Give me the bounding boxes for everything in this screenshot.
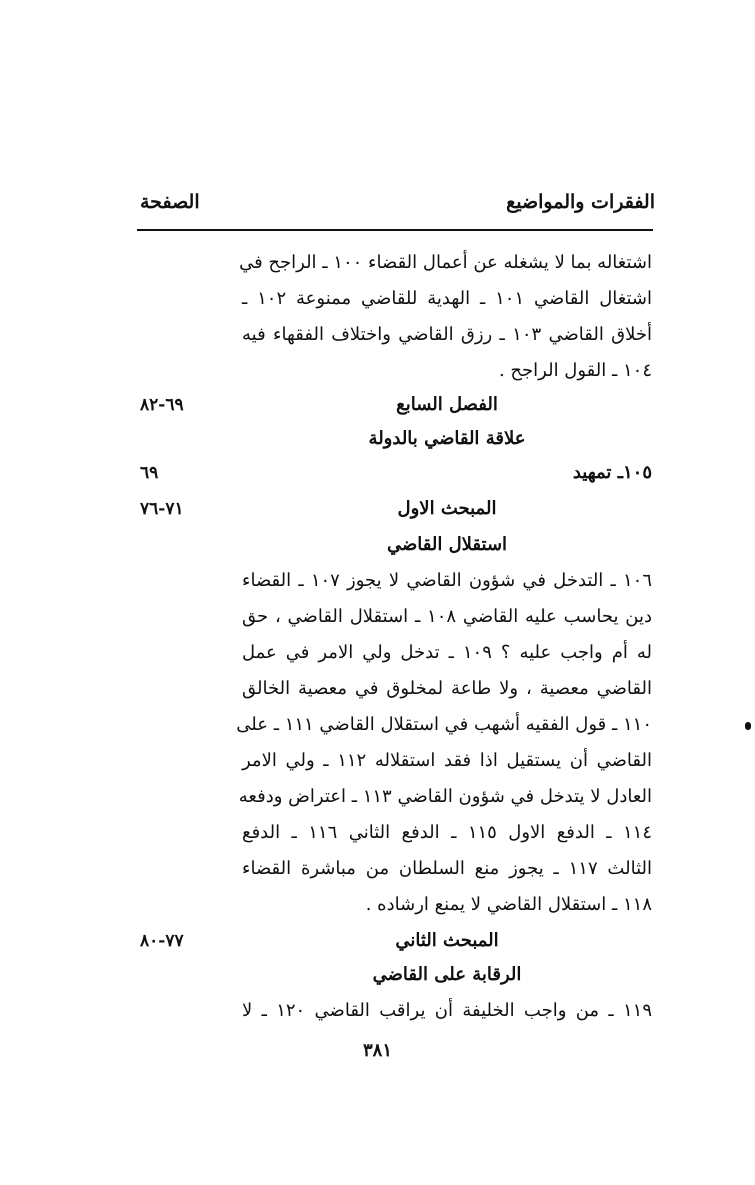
ink-mark xyxy=(745,722,751,730)
text-line: اشتغال القاضي ١٠١ ـ الهدية للقاضي ممنوعة ١٠٢ ـ xyxy=(242,288,652,309)
text-line: ١١٠ ـ قول الفقيه أشهب في استقلال القاضي ١١١ ـ على xyxy=(236,714,652,735)
header-rule xyxy=(137,229,653,231)
header-topics-label: الفقرات والمواضيع xyxy=(506,191,655,213)
chapter-subtitle: علاقة القاضي بالدولة xyxy=(368,428,526,449)
page-number: ٣٨١ xyxy=(362,1040,392,1061)
preface-label: ١٠٥ـ تمهيد xyxy=(572,462,652,483)
section2-subtitle: الرقابة على القاضي xyxy=(372,964,522,985)
text-line: ١٠٤ ـ القول الراجح . xyxy=(498,360,652,381)
chapter-title: الفصل السابع xyxy=(396,394,498,415)
section2-pages: ٧٧-٨٠ xyxy=(140,931,184,951)
text-line: ١٠٦ ـ التدخل في شؤون القاضي لا يجوز ١٠٧ ـ القضاء xyxy=(242,570,652,591)
section2-title: المبحث الثاني xyxy=(395,930,499,951)
text-line: دين يحاسب عليه القاضي ١٠٨ ـ استقلال القاضي ، حق xyxy=(242,606,652,627)
text-line: أخلاق القاضي ١٠٣ ـ رزق القاضي واختلاف الفقهاء فيه xyxy=(242,324,652,345)
text-line: اشتغاله بما لا يشغله عن أعمال القضاء ١٠٠ ـ الراجح في xyxy=(239,252,652,273)
header-page-label: الصفحة xyxy=(140,191,200,213)
text-line: ١١٩ ـ من واجب الخليفة أن يراقب القاضي ١٢٠ ـ لا xyxy=(242,1000,652,1021)
section1-pages: ٧١-٧٦ xyxy=(140,499,184,519)
text-line: الثالث ١١٧ ـ يجوز منع السلطان من مباشرة القضاء xyxy=(242,858,652,879)
text-line: القاضي أن يستقيل اذا فقد استقلاله ١١٢ ـ ولي الامر xyxy=(242,750,652,771)
chapter-pages: ٦٩-٨٢ xyxy=(140,395,184,415)
text-line: ١١٤ ـ الدفع الاول ١١٥ ـ الدفع الثاني ١١٦ ـ الدفع xyxy=(242,822,652,843)
section1-subtitle: استقلال القاضي xyxy=(386,534,508,555)
preface-page: ٦٩ xyxy=(140,463,159,483)
text-line: العادل لا يتدخل في شؤون القاضي ١١٣ ـ اعتراض ودفعه xyxy=(238,786,652,807)
text-line: له أم واجب عليه ؟ ١٠٩ ـ تدخل ولي الامر في عمل xyxy=(242,642,653,663)
text-line: ١١٨ ـ استقلال القاضي لا يمنع ارشاده . xyxy=(365,894,652,915)
section1-title: المبحث الاول xyxy=(397,498,497,519)
text-line: القاضي معصية ، ولا طاعة لمخلوق في معصية الخالق xyxy=(242,678,652,699)
